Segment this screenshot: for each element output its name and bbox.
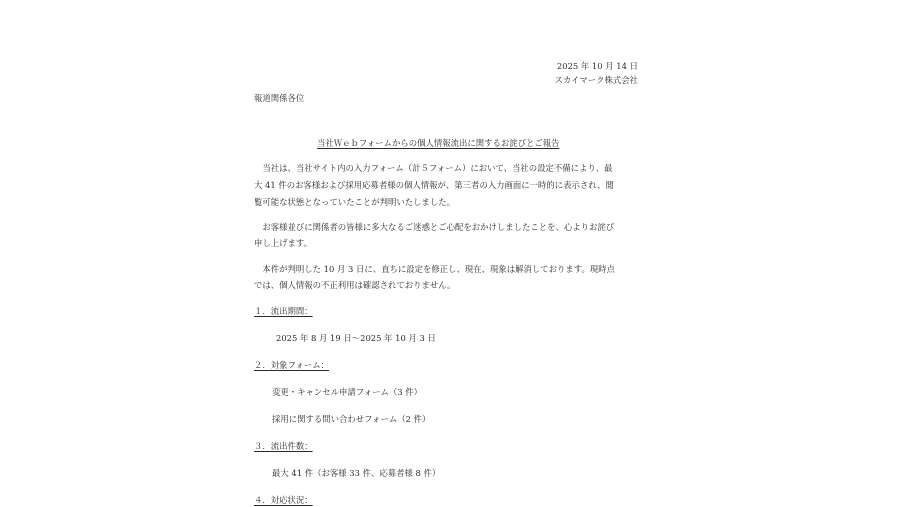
paragraph-2-line-2: 申し上げます。 — [254, 238, 312, 248]
paragraph-3-line-1: 本件が判明した 10 月 3 日に、直ちに設定を修正し、現在、現象は解消しております。現時点 — [254, 264, 615, 274]
paragraph-2-line-1: お客様並びに関係者の皆様に多大なるご迷惑とご心配をおかけしましたことを、心よりお詫び — [254, 222, 615, 232]
section-item-form-2: 採用に関する問い合わせフォーム（2 件） — [272, 414, 431, 424]
section-item-period: 2025 年 8 月 19 日〜2025 年 10 月 3 日 — [276, 333, 436, 343]
document-date: 2025 年 10 月 14 日 — [556, 61, 638, 71]
section-heading-response: ４．対応状況： — [254, 495, 313, 505]
paragraph-3-line-2: では、個人情報の不正利用は確認されておりません。 — [254, 280, 456, 290]
paragraph-1-line-2: 大 41 件のお客様および採用応募者様の個人情報が、第三者の入力画面に一時的に表示され、閲 — [254, 180, 614, 190]
section-item-count: 最大 41 件（お客様 33 件、応募者様 8 件） — [272, 468, 441, 478]
section-item-form-1: 変更・キャンセル申請フォーム（3 件） — [272, 387, 422, 397]
section-heading-period: １．流出期間： — [254, 306, 313, 316]
addressee: 報道関係各位 — [254, 93, 305, 103]
paragraph-1-line-1: 当社は、当社サイト内の入力フォーム（計５フォーム）において、当社の設定不備により、最 — [254, 163, 613, 173]
paragraph-1-line-3: 覧可能な状態となっていたことが判明いたしました。 — [254, 197, 455, 207]
document-title: 当社Ｗｅｂフォームからの個人情報流出に関するお詫びとご報告 — [317, 138, 560, 148]
section-heading-forms: ２．対象フォーム： — [254, 360, 329, 370]
company-name: スカイマーク株式会社 — [554, 75, 638, 85]
section-heading-count: ３．流出件数： — [254, 441, 313, 451]
